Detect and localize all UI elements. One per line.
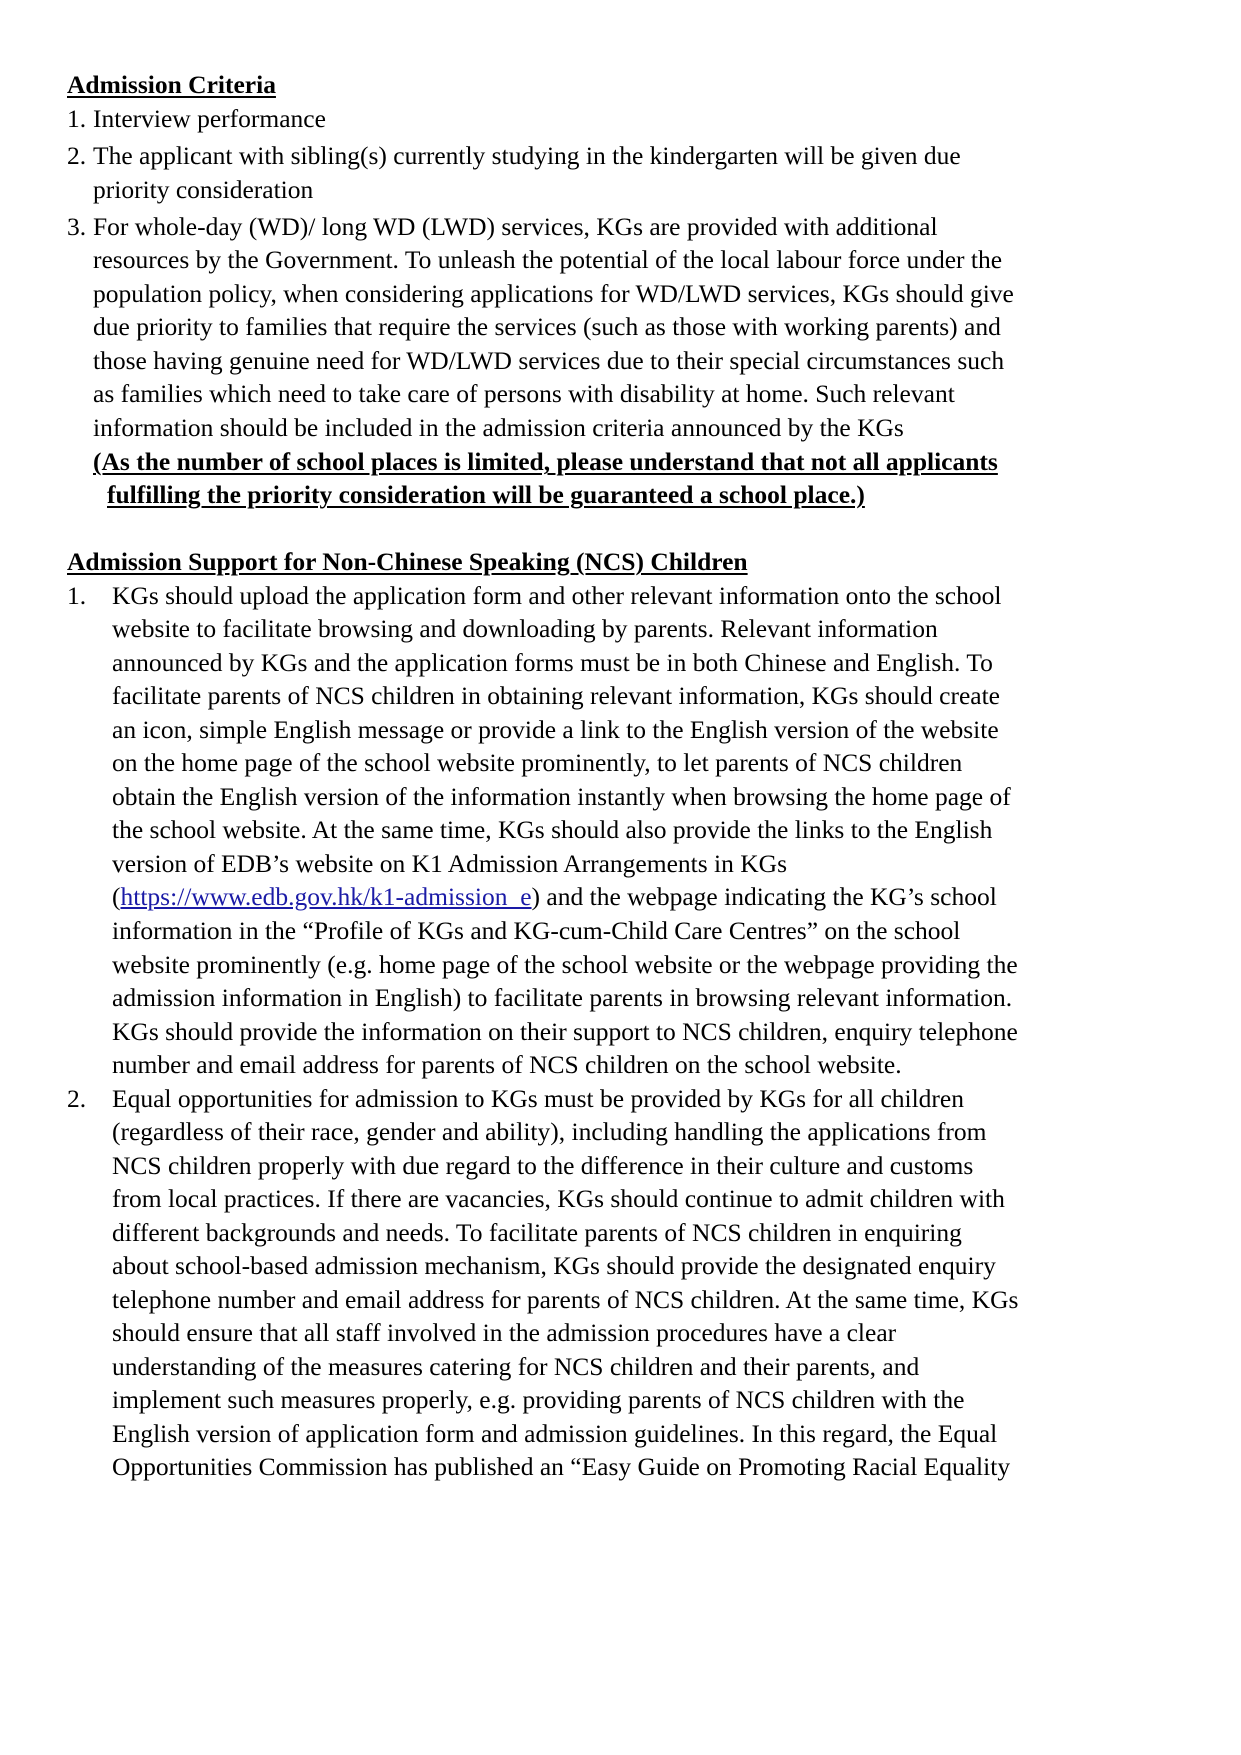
- item-text-line: Equal opportunities for admission to KGs must be provided by KGs for all children: [112, 1084, 964, 1113]
- item-text-line: resources by the Government. To unleash the potential of the local labour force under the: [93, 245, 1003, 274]
- item-text-line: on the home page of the school website prominently, to let parents of NCS children: [112, 748, 963, 777]
- paren-open: (: [112, 882, 121, 911]
- note-line: (As the number of school places is limited, please understand that not all applicants: [93, 447, 998, 476]
- item-number: 2.: [67, 1084, 87, 1113]
- item-text-line: about school-based admission mechanism, KGs should provide the designated enquiry: [112, 1251, 996, 1280]
- item-text-line: different backgrounds and needs. To facilitate parents of NCS children in enquiring: [112, 1218, 962, 1247]
- item-text-line: number and email address for parents of NCS children on the school website.: [112, 1050, 902, 1079]
- item-text-line: information should be included in the admission criteria announced by the KGs: [93, 413, 904, 442]
- item-text-line: as families which need to take care of persons with disability at home. Such relevant: [93, 379, 955, 408]
- item-text-line: The applicant with sibling(s) currently studying in the kindergarten will be given due: [93, 141, 961, 170]
- item-text-line: should ensure that all staff involved in the admission procedures have a clear: [112, 1318, 897, 1347]
- item-text-line: facilitate parents of NCS children in obtaining relevant information, KGs should create: [112, 681, 1000, 710]
- item-text-line: those having genuine need for WD/LWD services due to their special circumstances such: [93, 346, 1005, 375]
- link-trailing-text: ) and the webpage indicating the KG’s school: [531, 882, 997, 911]
- item-text-line: website prominently (e.g. home page of the school website or the webpage providing the: [112, 950, 1018, 979]
- item-text-line: version of EDB’s website on K1 Admission Arrangements in KGs: [112, 849, 787, 878]
- item-text-line-with-link: [112, 882, 997, 912]
- item-text-line: due priority to families that require the services (such as those with working parents) and: [93, 312, 1001, 341]
- item-text-line: priority consideration: [93, 175, 314, 204]
- item-text-line: Interview performance: [93, 104, 326, 133]
- item-text-line: understanding of the measures catering for NCS children and their parents, and: [112, 1352, 920, 1381]
- edb-k1-admission-link[interactable]: https://www.edb.gov.hk/k1-admission_e: [120, 882, 532, 911]
- item-number: 1.: [67, 104, 87, 133]
- item-text-line: implement such measures properly, e.g. providing parents of NCS children with the: [112, 1385, 965, 1414]
- item-text-line: announced by KGs and the application forms must be in both Chinese and English. To: [112, 648, 993, 677]
- item-text-line: English version of application form and admission guidelines. In this regard, the Equal: [112, 1419, 998, 1448]
- item-text-line: the school website. At the same time, KGs should also provide the links to the English: [112, 815, 993, 844]
- item-text-line: For whole-day (WD)/ long WD (LWD) services, KGs are provided with additional: [93, 212, 938, 241]
- item-text-line: admission information in English) to facilitate parents in browsing relevant information.: [112, 983, 1013, 1012]
- item-text-line: KGs should upload the application form and other relevant information onto the school: [112, 581, 1002, 610]
- item-number: 3.: [67, 212, 87, 241]
- item-text-line: website to facilitate browsing and downloading by parents. Relevant information: [112, 614, 938, 643]
- section-heading-ncs-support: Admission Support for Non-Chinese Speaking (NCS) Children: [67, 547, 748, 576]
- item-text-line: NCS children properly with due regard to the difference in their culture and customs: [112, 1151, 974, 1180]
- item-number: 1.: [67, 581, 87, 610]
- item-text-line: KGs should provide the information on their support to NCS children, enquiry telephone: [112, 1017, 1018, 1046]
- item-text-line: Opportunities Commission has published an “Easy Guide on Promoting Racial Equality: [112, 1452, 1011, 1481]
- item-text-line: (regardless of their race, gender and ability), including handling the applications from: [112, 1117, 987, 1146]
- note-line: fulfilling the priority consideration will be guaranteed a school place.): [107, 480, 865, 509]
- item-text-line: population policy, when considering applications for WD/LWD services, KGs should give: [93, 279, 1014, 308]
- item-text-line: information in the “Profile of KGs and KG-cum-Child Care Centres” on the school: [112, 916, 961, 945]
- item-text-line: from local practices. If there are vacancies, KGs should continue to admit children with: [112, 1184, 1005, 1213]
- item-text-line: telephone number and email address for parents of NCS children. At the same time, KGs: [112, 1285, 1019, 1314]
- item-number: 2.: [67, 141, 87, 170]
- item-text-line: obtain the English version of the information instantly when browsing the home page of: [112, 782, 1011, 811]
- item-text-line: an icon, simple English message or provide a link to the English version of the website: [112, 715, 999, 744]
- section-heading-admission-criteria: Admission Criteria: [67, 70, 276, 99]
